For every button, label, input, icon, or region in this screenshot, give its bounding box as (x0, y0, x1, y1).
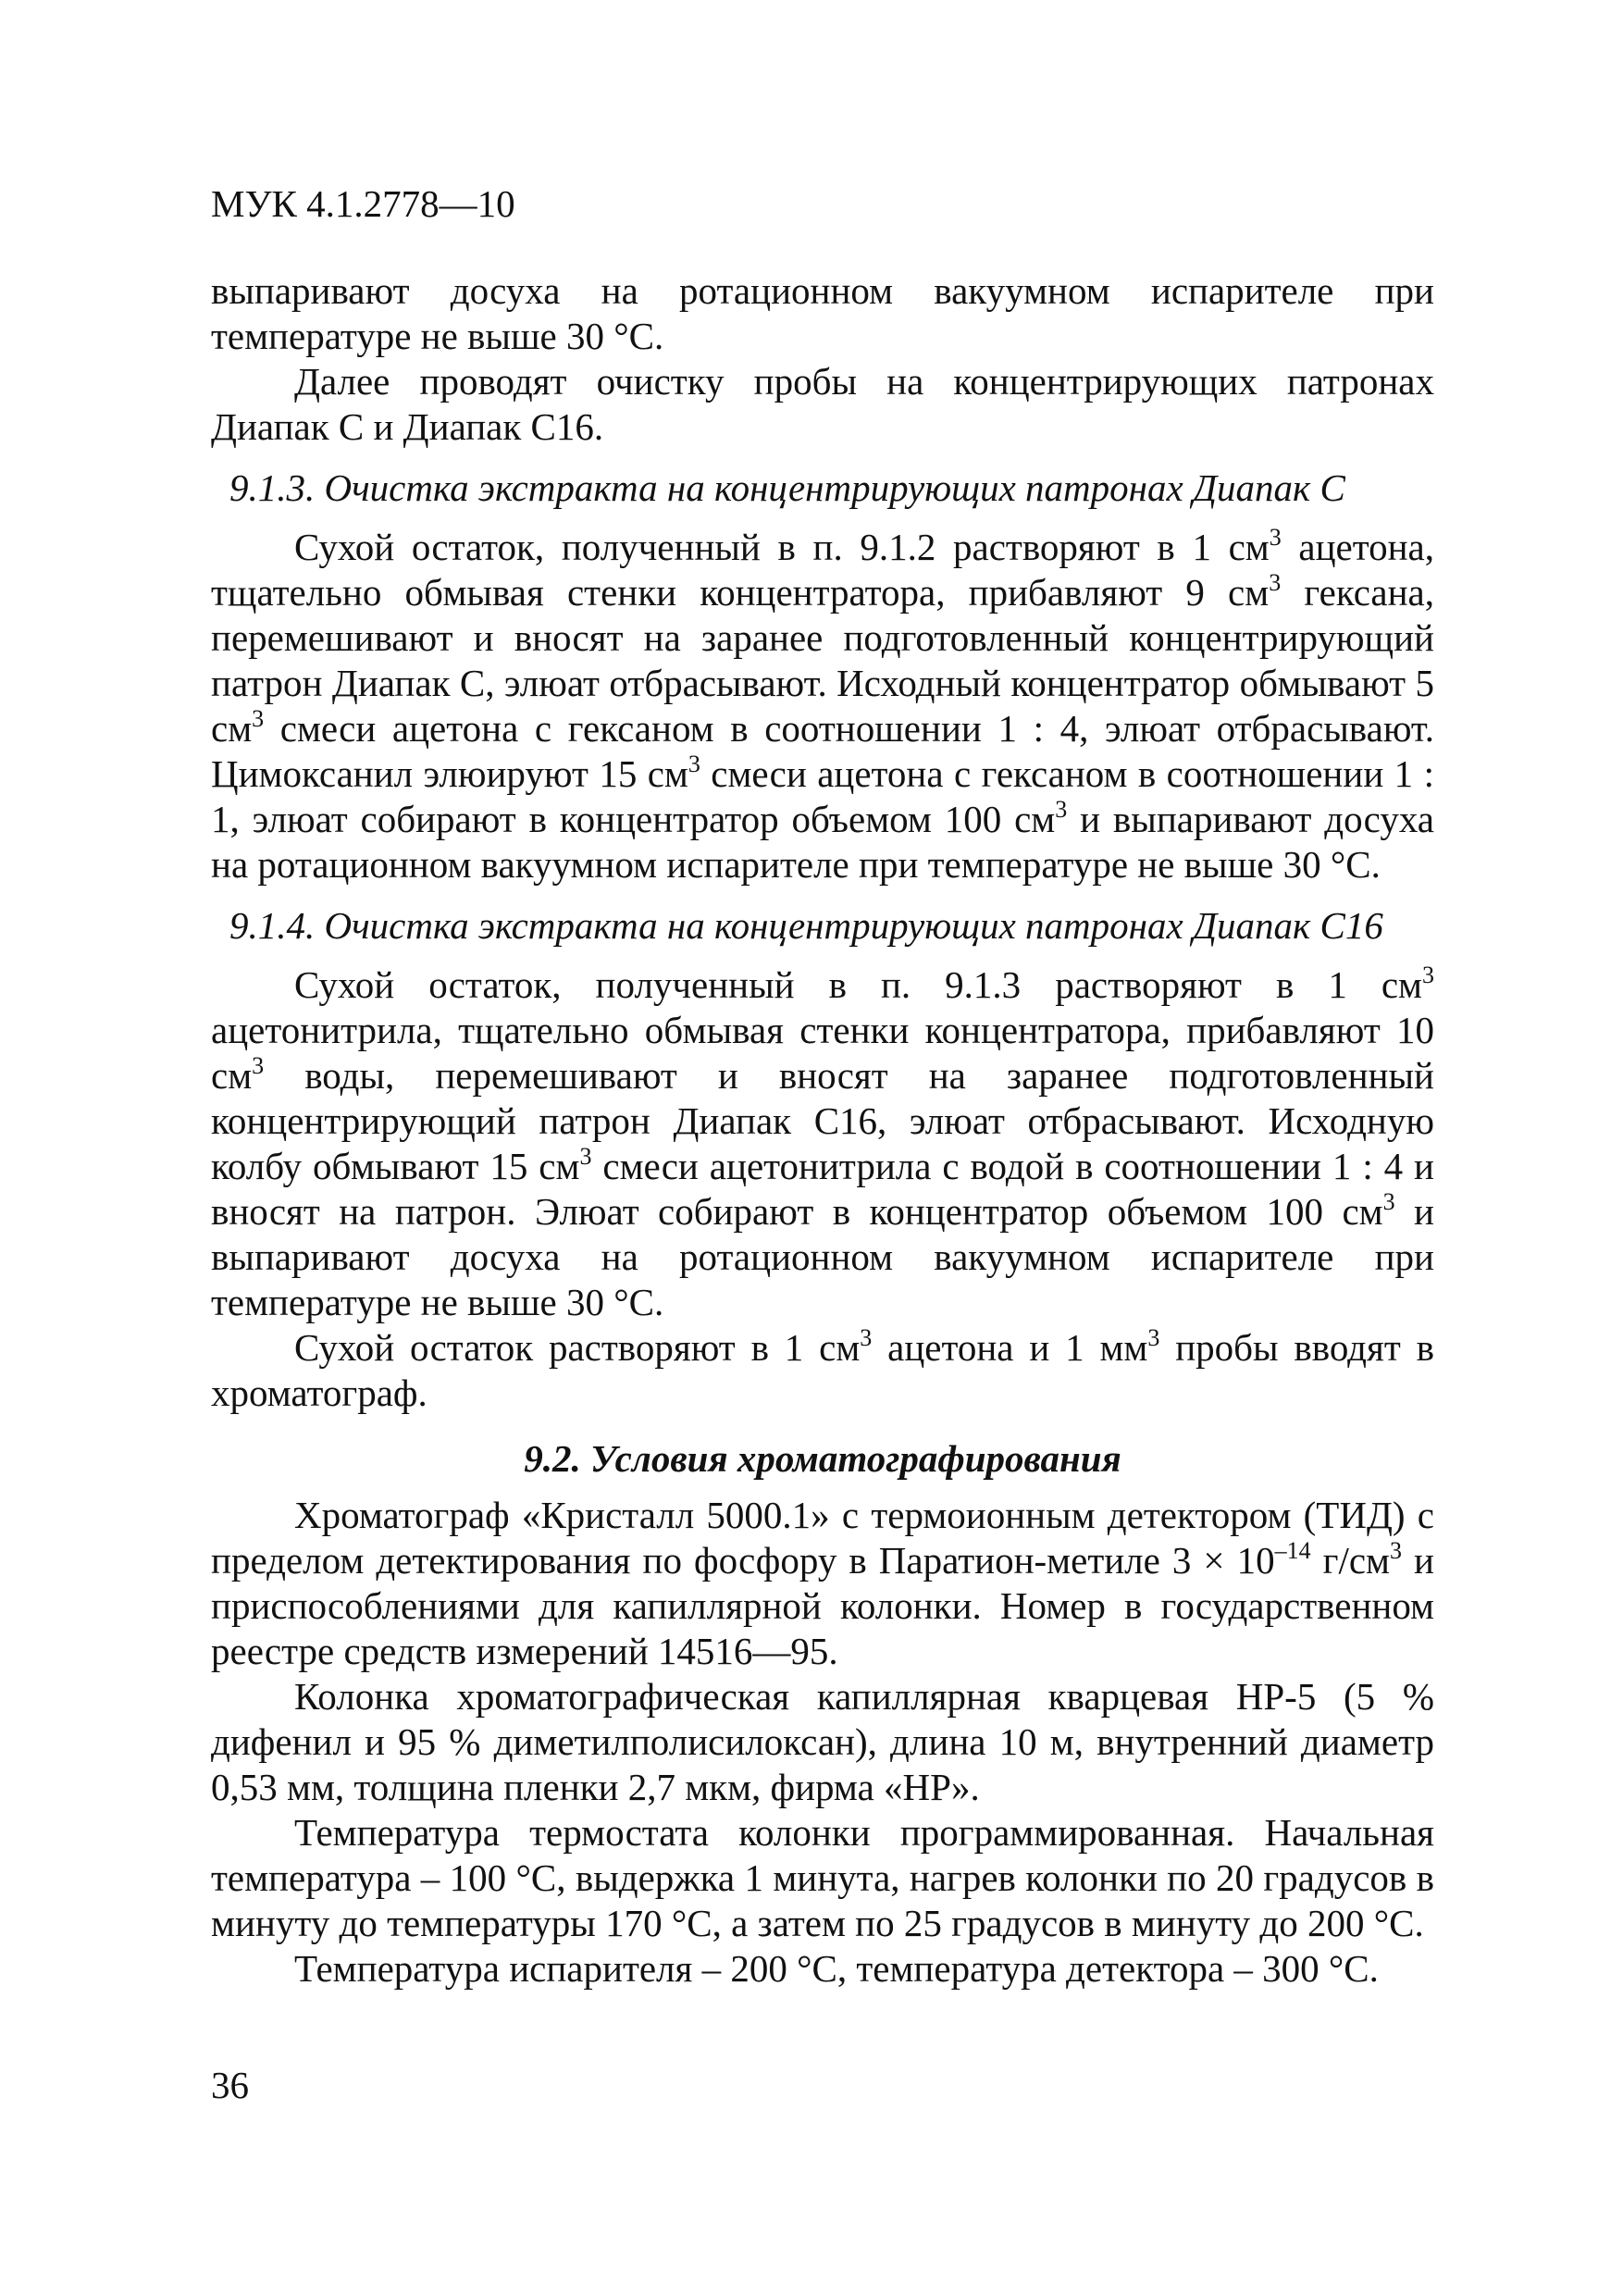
text-run: и выпаривают досуха на ротационном вакуумном испарителе при температуре не выше 30 °С. (211, 798, 1434, 886)
section-heading-9-2: 9.2. Условия хроматографирования (524, 1437, 1121, 1480)
text-run: и выпаривают досуха на ротационном вакуумном испарителе при температуре не выше 30 °С. (211, 1190, 1434, 1323)
paragraph-9-1-4 (211, 962, 1434, 1325)
text-run: воды, перемешивают и вносят на заранее подготовленный концентрирующий патрон Диапак С16, элюат отбрасывают. Исходную колбу обмывают 15 см (211, 1054, 1434, 1187)
text-run: Сухой остаток, полученный в п. 9.1.3 растворяют в 1 см (294, 963, 1422, 1006)
text-run: г/см (1310, 1539, 1390, 1582)
text-run: ацетона, тщательно обмывая стенки концентратора, прибавляют 9 см (211, 526, 1434, 614)
text-run: Сухой остаток, полученный в п. 9.1.2 растворяют в 1 см (294, 526, 1270, 568)
paragraph-evaporator-temp: Температура испарителя – 200 °С, температура детектора – 300 °С. (294, 1947, 1379, 1990)
text-run: пробы вводят в хроматограф. (211, 1326, 1434, 1414)
text-run: ацетона и 1 мм (872, 1326, 1148, 1369)
superscript-3: 3 (1055, 796, 1068, 823)
paragraph-thermostat: Температура термостата колонки программированная. Начальная температура – 100 °С, выдержка 1 минута, нагрев колонки по 20 градусов в минуту до температуры 170 °С, а затем по 25 градусов в минуту до 200 °С. (211, 1811, 1434, 1944)
text-run: Хроматограф «Кристалл 5000.1» с термоионным детектором (ТИД) с пределом детектирования по фосфору в Паратион-метиле 3 × 10 (211, 1494, 1434, 1582)
superscript-3: 3 (688, 751, 700, 777)
text-run: смеси ацетона с гексаном в соотношении 1 : 4, элюат отбрасывают. Цимоксанил элюируют 15 см (211, 707, 1434, 795)
text-run: и приспособлениями для капиллярной колонки. Номер в государственном реестре средств измерений 14516—95. (211, 1539, 1434, 1672)
paragraph-chromatograph (211, 1493, 1434, 1674)
superscript-3: 3 (579, 1143, 592, 1170)
text-run: смеси ацетона с гексаном в соотношении 1 : 1, элюат собирают в концентратор объемом 100 см (211, 752, 1434, 840)
superscript-3: 3 (1390, 1537, 1402, 1564)
paragraph-column: Колонка хроматографическая капиллярная кварцевая HP-5 (5 % дифенил и 95 % диметилполисилоксан), длина 10 м, внутренний диаметр 0,53 мм, толщина пленки 2,7 мкм, фирма «HP». (211, 1675, 1434, 1808)
paragraph-evaporation: выпаривают досуха на ротационном вакуумном испарителе при температуре не выше 30 °С. (211, 269, 1434, 357)
document-code-header: МУК 4.1.2778—10 (211, 182, 515, 225)
document-body (211, 268, 1434, 1992)
superscript-3: 3 (252, 705, 265, 732)
paragraph-cleanup-intro: Далее проводят очистку пробы на концентрирующих патронах Диапак С и Диапак С16. (211, 360, 1434, 448)
superscript-3: 3 (1147, 1324, 1160, 1351)
subsection-heading-9-1-3: 9.1.3. Очистка экстракта на концентрирующих патронах Диапак С (229, 466, 1345, 509)
superscript-3: 3 (1269, 569, 1282, 596)
superscript-3: 3 (252, 1052, 265, 1079)
superscript-3: 3 (1269, 524, 1282, 551)
paragraph-dry-residue (211, 1325, 1434, 1416)
superscript-exponent: –14 (1274, 1537, 1311, 1564)
page-number: 36 (211, 2064, 249, 2106)
text-run: ацетонитрила, тщательно обмывая стенки концентратора, прибавляют 10 см (211, 1009, 1434, 1097)
paragraph-9-1-3 (211, 525, 1434, 887)
text-run: Сухой остаток растворяют в 1 см (294, 1326, 861, 1369)
text-run: гексана, перемешивают и вносят на заранее подготовленный концентрирующий патрон Диапак С, элюат отбрасывают. Исходный концентратор обмывают 5 см (211, 571, 1434, 750)
superscript-3: 3 (1422, 962, 1434, 988)
subsection-heading-9-1-4: 9.1.4. Очистка экстракта на концентрирующих патронах Диапак С16 (229, 904, 1383, 947)
text-run: смеси ацетонитрила с водой в соотношении 1 : 4 и вносят на патрон. Элюат собирают в концентратор объемом 100 см (211, 1145, 1434, 1233)
superscript-3: 3 (1382, 1188, 1395, 1215)
superscript-3: 3 (860, 1324, 873, 1351)
